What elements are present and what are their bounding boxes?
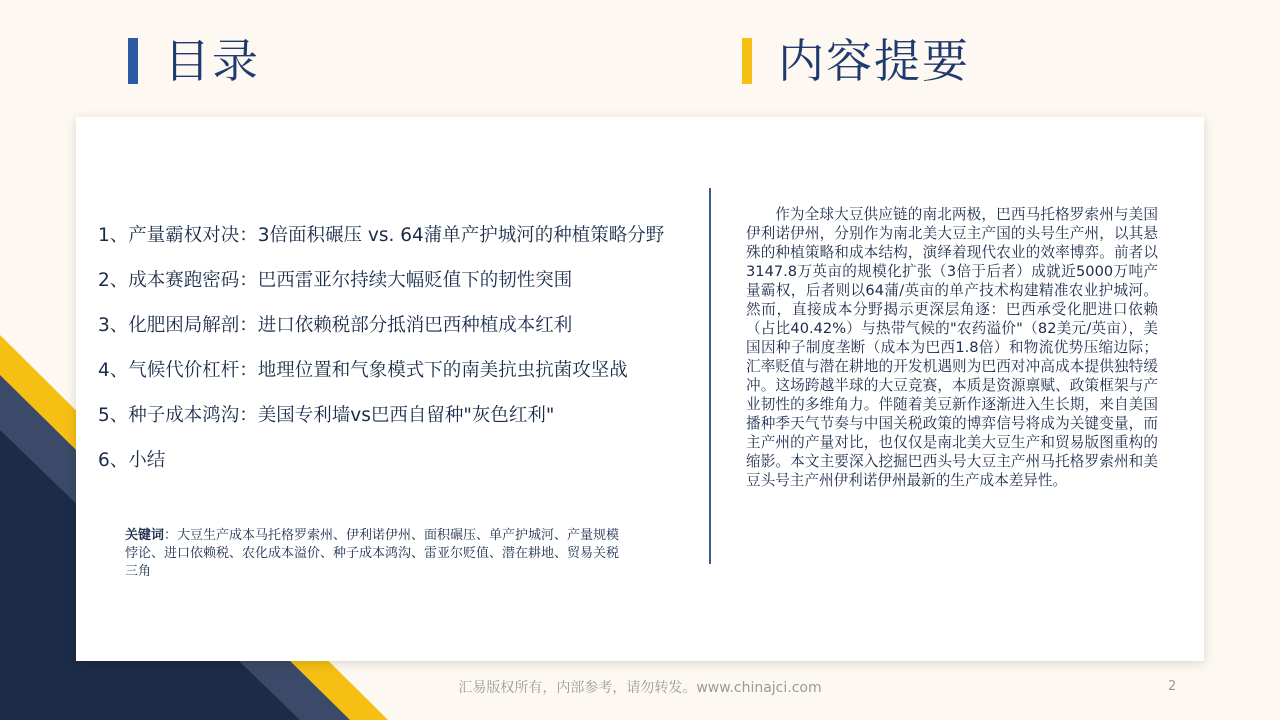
- toc-title: 目录: [164, 34, 260, 88]
- keywords-text: ：大豆生产成本马托格罗索州、伊利诺伊州、面积碾压、单产护城河、产量规模悖论、进口依赖税、农化成本溢价、种子成本鸿沟、雷亚尔贬值、潜在耕地、贸易关税三角: [125, 528, 620, 579]
- toc-item-1[interactable]: 1、产量霸权对决：3倍面积碾压 vs. 64蒲单产护城河的种植策略分野: [98, 225, 665, 246]
- toc-item-4[interactable]: 4、气候代价杠杆：地理位置和气象模式下的南美抗虫抗菌攻坚战: [98, 360, 628, 381]
- toc-heading: [128, 30, 260, 92]
- toc-item-5[interactable]: 5、种子成本鸿沟：美国专利墙vs巴西自留种"灰色红利": [98, 405, 555, 426]
- summary-title: 内容提要: [778, 34, 970, 88]
- summary-body: 作为全球大豆供应链的南北两极，巴西马托格罗索州与美国伊利诺伊州，分别作为南北美大豆主产国的头号生产州，以其悬殊的种植策略和成本结构，演绎着现代农业的效率博弈。前者以3147.8万英亩的规模化扩张（3倍于后者）成就近5000万吨产量霸权，后者则以64蒲/英亩的单产技术构建精准农业护城河。然而，直接成本分野揭示更深层角逐：巴西承受化肥进口依赖（占比40.42%）与热带气候的"农药溢价"（82美元/英亩），美国因种子制度垄断（成本为巴西1.8倍）和物流优势压缩边际；汇率贬值与潜在耕地的开发机遇则为巴西对冲高成本提供独特缓冲。这场跨越半球的大豆竞赛，本质是资源禀赋、政策框架与产业韧性的多维角力。伴随着美豆新作逐渐进入生长期，来自美国播种季天气节奏与中国关税政策的博弈信号将成为关键变量，而主产州的产量对比，也仅仅是南北美大豆生产和贸易版图重构的缩影。本文主要深入挖掘巴西头号大豆主产州马托格罗索州和美豆头号主产州伊利诺伊州最新的生产成本差异性。: [746, 206, 1158, 489]
- summary-heading-bar: [742, 38, 752, 84]
- keywords: [125, 527, 625, 581]
- toc-item-2[interactable]: 2、成本赛跑密码：巴西雷亚尔持续大幅贬值下的韧性突围: [98, 270, 573, 291]
- summary-heading: [742, 30, 970, 92]
- toc-list: [98, 222, 664, 492]
- page-number: 2: [1168, 679, 1177, 694]
- toc-item-3[interactable]: 3、化肥困局解剖：进口依赖税部分抵消巴西种植成本红利: [98, 315, 573, 336]
- toc-item-6[interactable]: 6、小结: [98, 450, 166, 471]
- footer-copyright: 汇易版权所有，内部参考，请勿转发。www.chinajci.com: [458, 680, 822, 696]
- keywords-label: 关键词: [125, 528, 165, 543]
- toc-heading-bar: [128, 38, 138, 84]
- column-divider: [709, 188, 711, 564]
